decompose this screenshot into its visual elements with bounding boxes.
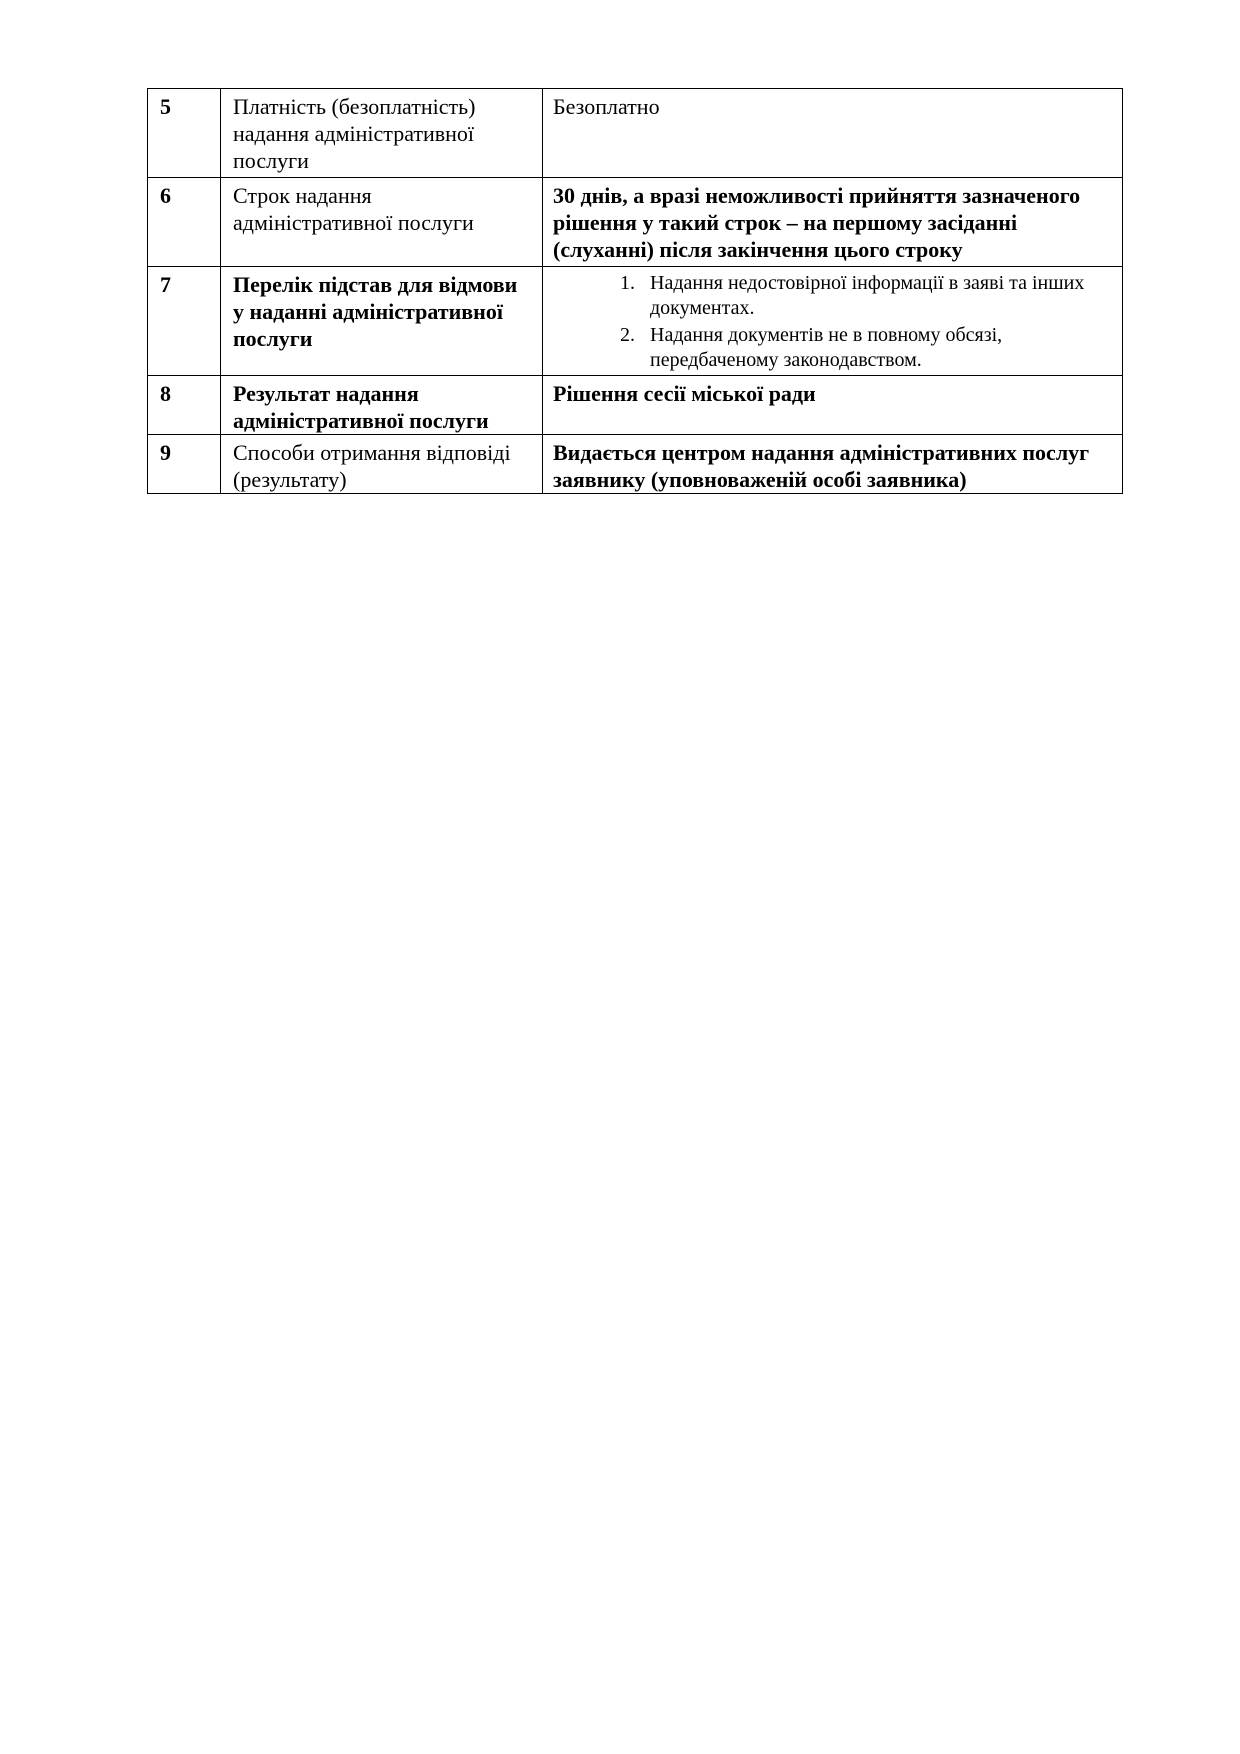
table-row [148,89,1123,178]
row-value [543,267,1123,376]
list-item: 2. Надання документів не в повному обсязі, передбаченому законодавством. [640,323,1112,373]
row-value: 30 днів, а вразі неможливості прийняття зазначеного рішення у такий строк – на першому засіданні (слуханні) після закінчення цього строку [543,178,1123,267]
table-row [148,376,1123,435]
refusal-reasons-list [553,271,1112,373]
row-label: Платність (безоплатність) надання адміністративної послуги [221,89,543,178]
row-value: Видається центром надання адміністративних послуг заявнику (уповноваженій особі заявника) [543,435,1123,494]
row-number: 8 [148,376,221,435]
row-value: Рішення сесії міської ради [543,376,1123,435]
row-label: Способи отримання відповіді (результату) [221,435,543,494]
table-row [148,267,1123,376]
row-value: Безоплатно [543,89,1123,178]
row-label: Результат надання адміністративної послуги [221,376,543,435]
service-info-table [147,88,1123,494]
row-label: Перелік підстав для відмови у наданні адміністративної послуги [221,267,543,376]
row-number: 7 [148,267,221,376]
row-number: 5 [148,89,221,178]
row-label: Строк надання адміністративної послуги [221,178,543,267]
row-number: 9 [148,435,221,494]
list-item: 1. Надання недостовірної інформації в заяві та інших документах. [640,271,1112,321]
table-row [148,178,1123,267]
table-row [148,435,1123,494]
row-number: 6 [148,178,221,267]
